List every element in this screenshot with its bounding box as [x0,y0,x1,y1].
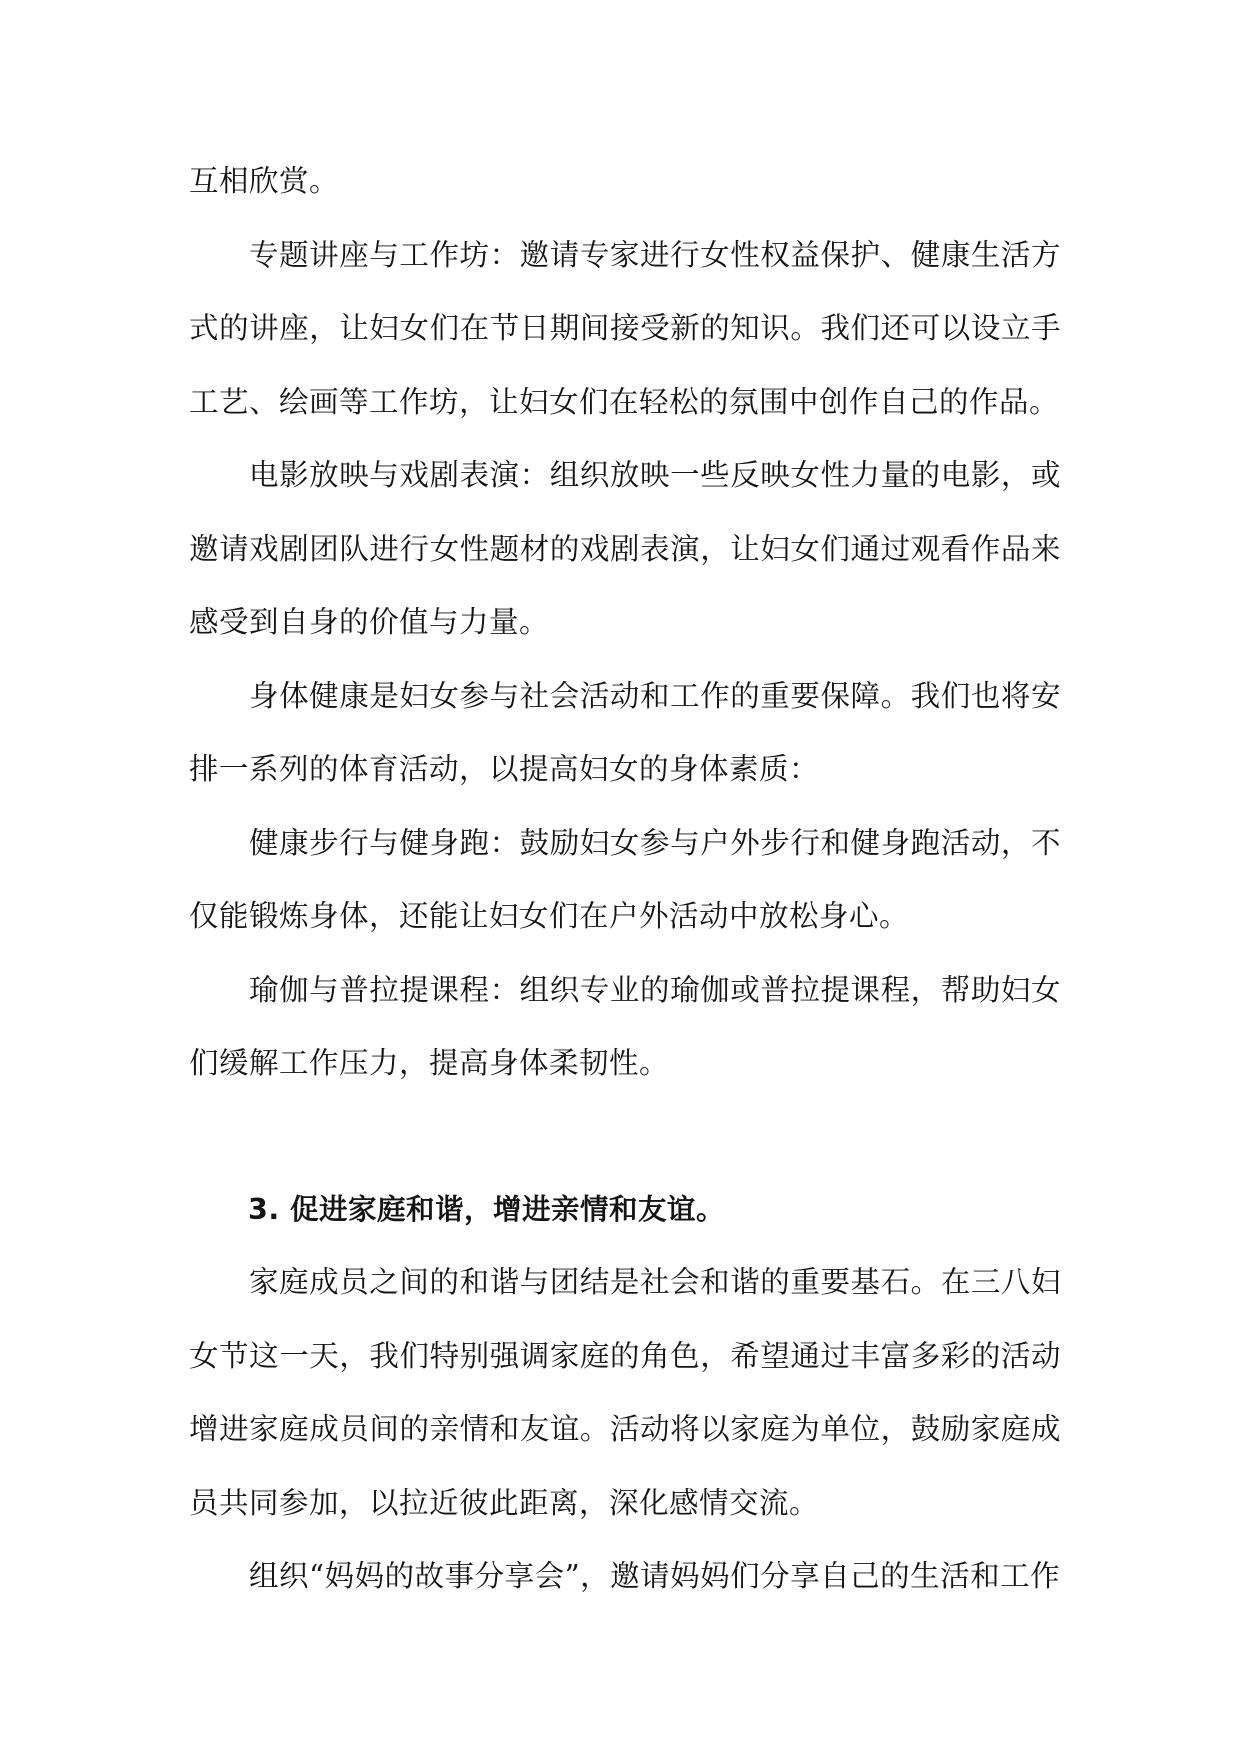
paragraph-lectures-workshops: 专题讲座与工作坊：邀请专家进行女性权益保护、健康生活方式的讲座，让妇女们在节日期间接受新的知识。我们还可以设立手工艺、绘画等工作坊，让妇女们在轻松的氛围中创作自己的作品。 [189,237,1061,419]
paragraph-physical-health: 身体健康是妇女参与社会活动和工作的重要保障。我们也将安排一系列的体育活动，以提高妇女的身体素质： [189,678,1061,786]
paragraph-walking-running: 健康步行与健身跑：鼓励妇女参与户外步行和健身跑活动，不仅能锻炼身体，还能让妇女们在户外活动中放松身心。 [189,825,1061,933]
document-body [189,145,1061,1614]
section-heading [189,1173,1061,1247]
paragraph-yoga-pilates: 瑜伽与普拉提课程：组织专业的瑜伽或普拉提课程，帮助妇女们缓解工作压力，提高身体柔韧性。 [189,972,1061,1080]
section-title: 促进家庭和谐，增进亲情和友谊。 [290,1192,726,1226]
paragraph-story-sharing: 组织“妈妈的故事分享会”，邀请妈妈们分享自己的生活和工作 [249,1559,1061,1593]
paragraph-film-drama: 电影放映与戏剧表演：组织放映一些反映女性力量的电影，或邀请戏剧团队进行女性题材的戏剧表演，让妇女们通过观看作品来感受到自身的价值与力量。 [189,458,1061,639]
paragraph-family-harmony: 家庭成员之间的和谐与团结是社会和谐的重要基石。在三八妇女节这一天，我们特别强调家庭的角色，希望通过丰富多彩的活动增进家庭成员间的亲情和友谊。活动将以家庭为单位，鼓励家庭成员共同参加，以拉近彼此距离，深化感情交流。 [189,1265,1061,1520]
section-number: 3. [248,1192,280,1226]
paragraph-continuation: 互相欣赏。 [189,164,340,198]
